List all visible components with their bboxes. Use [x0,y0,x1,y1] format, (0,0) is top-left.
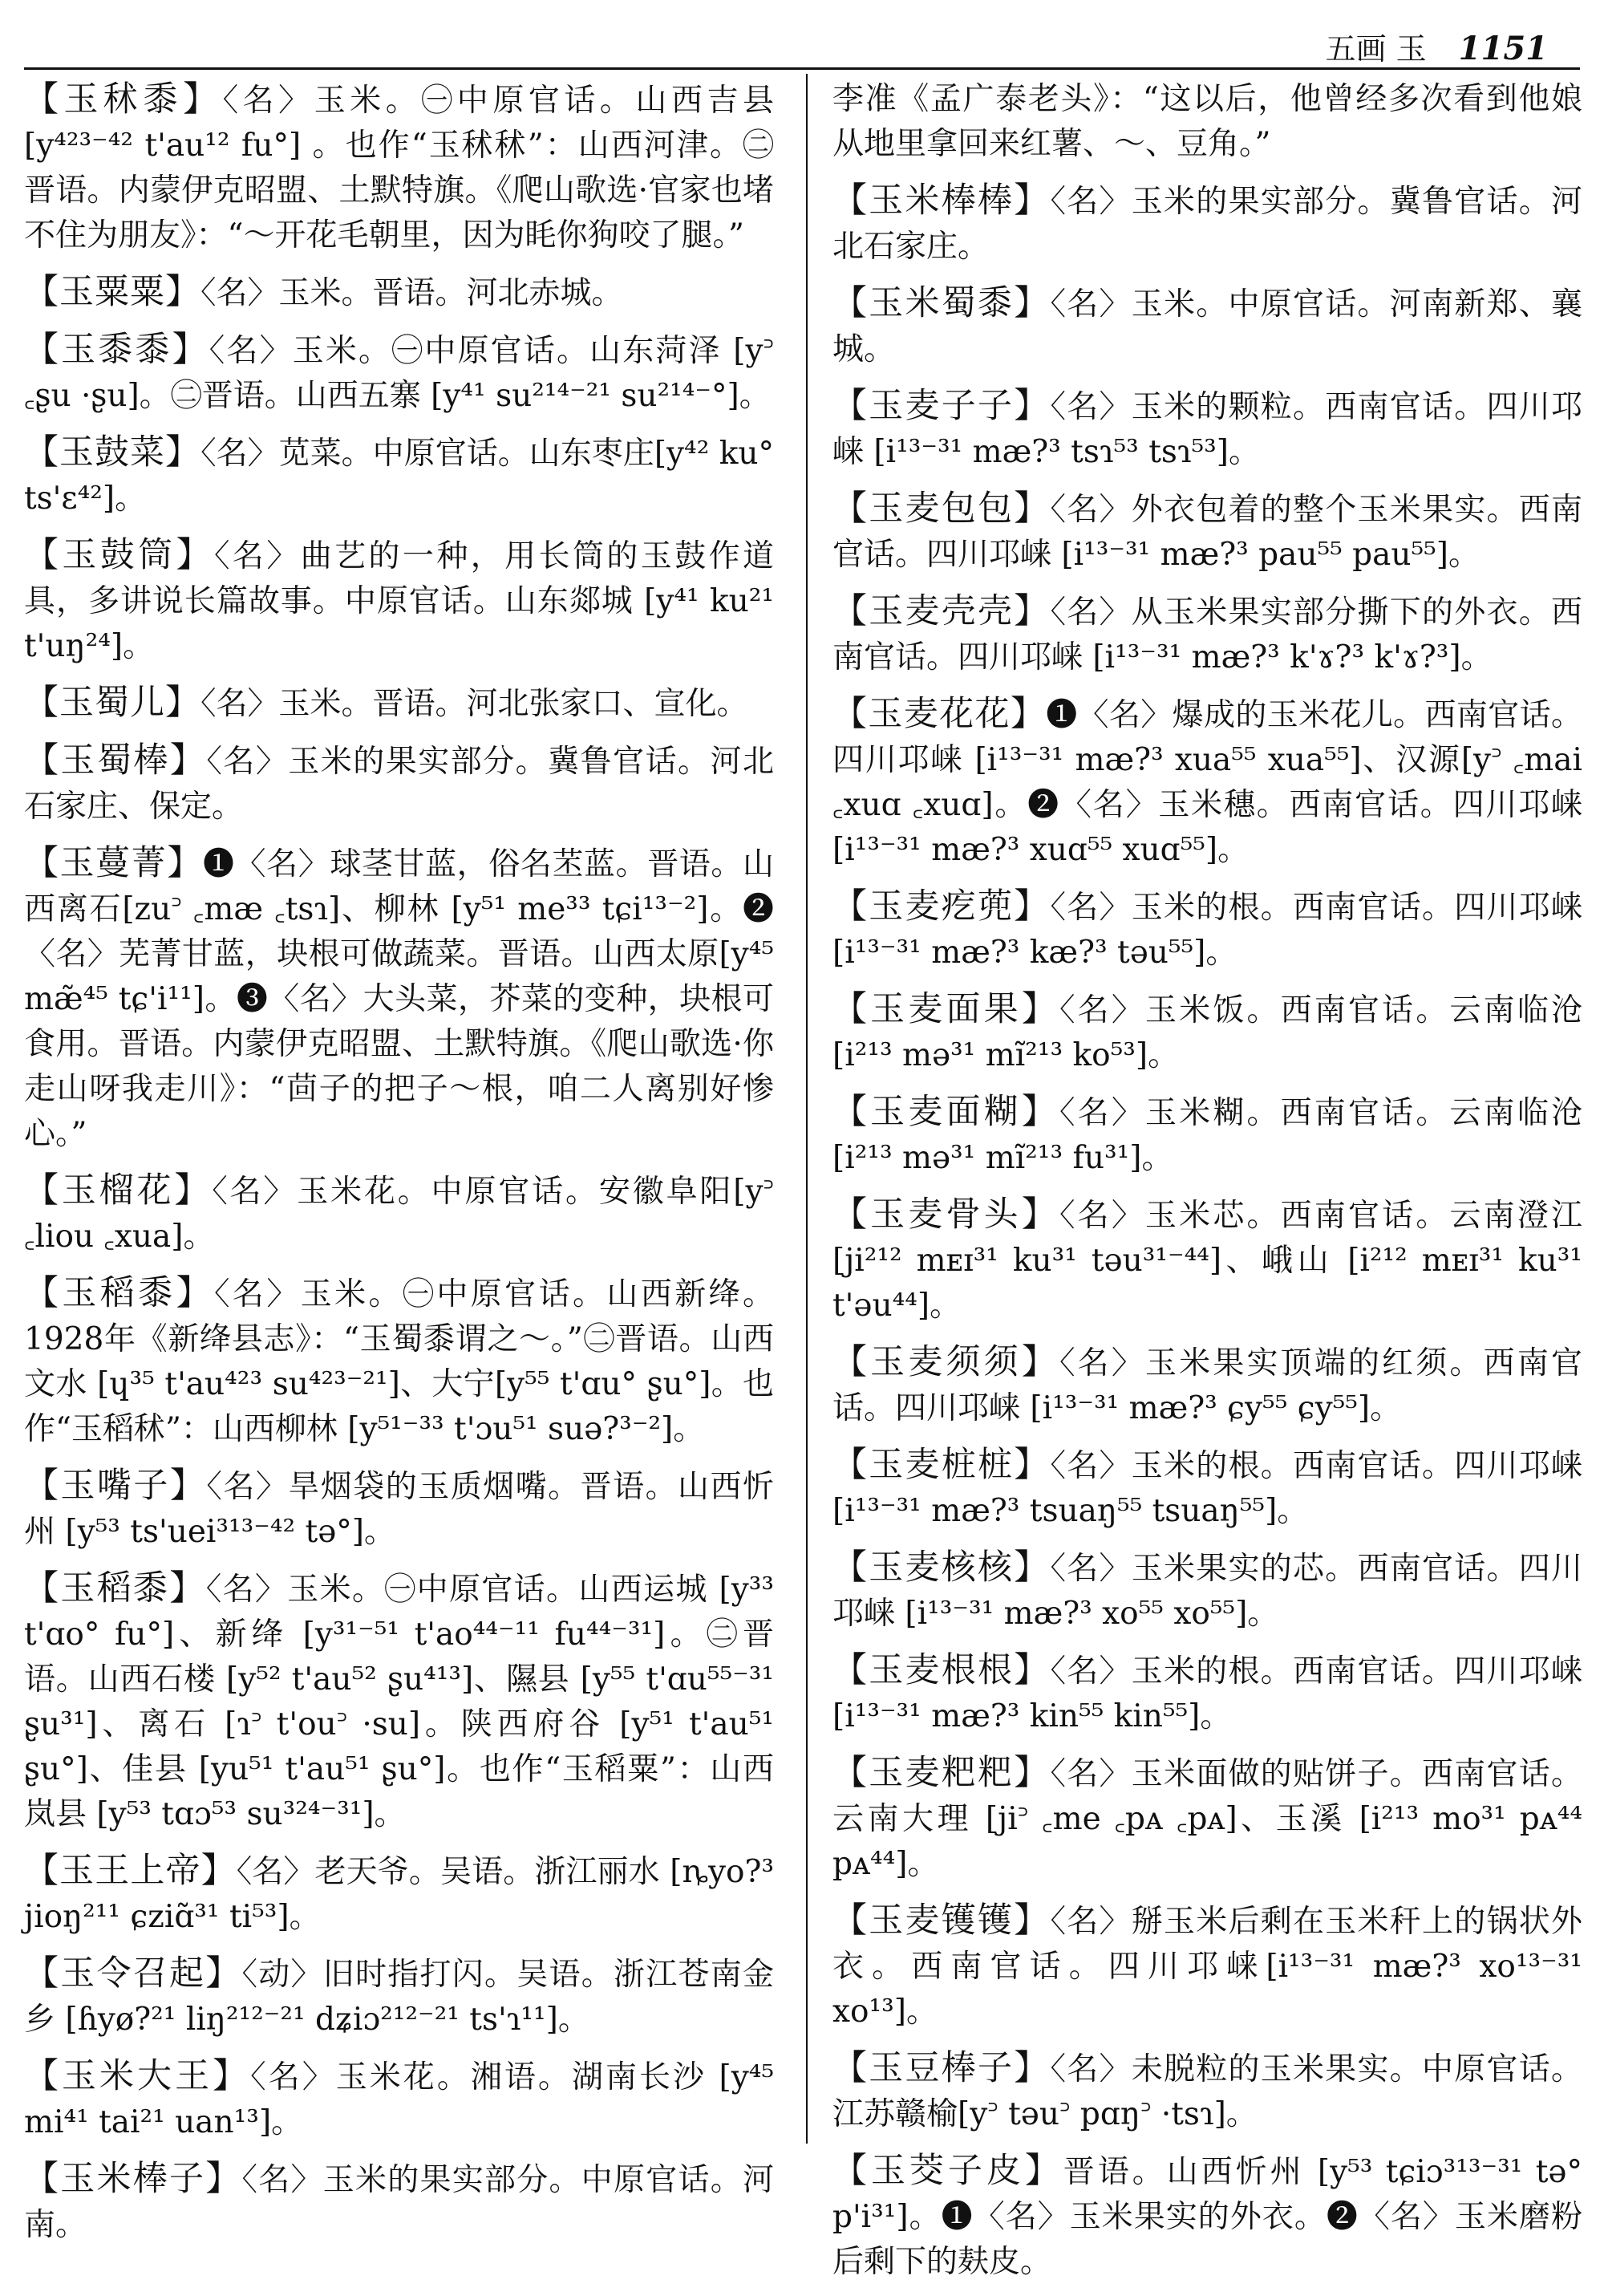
entry-definition: 〈名〉玉米的根。西南官话。四川邛崃 [i¹³⁻³¹ mæ?³ kin⁵⁵ kin⁵⁵]。 [832,1653,1582,1734]
dictionary-entry [832,987,1582,1078]
entry-headword: 【玉麦面果】 [832,989,1059,1029]
entry-headword: 【玉鼓筒】 [24,535,215,575]
dictionary-entry [24,270,774,316]
dictionary-entry [832,884,1582,976]
dictionary-entry [832,1545,1582,1637]
entry-headword: 【玉榴花】 [24,1170,213,1211]
entry-headword: 【玉稻黍】 [24,1273,215,1313]
entry-definition: 李准《孟广泰老头》：“这以后，他曾经多次看到他娘从地里拿回来红薯、～、豆角。” [832,81,1582,162]
page-number: 1151 [1458,30,1548,67]
entry-headword: 【玉麦面糊】 [832,1092,1059,1132]
entry-headword: 【玉麦粑粑】 [832,1753,1051,1793]
dictionary-entry [24,738,774,830]
header-rule [24,67,1580,70]
dictionary-entry [24,77,774,258]
column-divider [806,74,808,2144]
entry-definition: 〈名〉玉米的根。西南官话。四川邛崃 [i¹³⁻³¹ mæ?³ kæ?³ təu⁵⁵]。 [832,890,1582,971]
entry-headword: 【玉豆棒子】 [832,2048,1051,2088]
dictionary-entry [832,77,1582,167]
dictionary-entry [24,1951,774,2042]
entry-definition: 〈名〉玉米糊。西南官话。云南临沧[i²¹³ mə³¹ mĩ²¹³ fu³¹]。 [832,1095,1582,1176]
entry-definition: 〈名〉玉米。㊀中原官话。山东菏泽 [y꜄ ꜀ʂu ·ʂu]。㊁晋语。山西五寨 [y⁴¹ su²¹⁴⁻²¹ su²¹⁴⁻°]。 [24,333,775,414]
dictionary-entry [832,2148,1582,2285]
entry-headword: 【玉米蜀黍】 [832,283,1051,323]
dictionary-entry [832,1750,1582,1887]
entry-headword: 【玉麦须须】 [832,1342,1059,1382]
dictionary-entry [24,1271,774,1452]
entry-definition: 〈动〉旧时指打闪。吴语。浙江苍南金乡 [ɦyø?²¹ liŋ²¹²⁻²¹ dʑiɔ²¹²⁻²¹ ts'ɿ¹¹]。 [24,1957,774,2038]
entry-definition: 〈名〉玉米的果实部分。冀鲁官话。河北石家庄。 [832,184,1582,265]
entry-definition: 〈名〉玉米。㊀中原官话。山西运城 [y³³ t'ɑo° fu°]、新绛 [y³¹⁻⁵¹ t'ao⁴⁴⁻¹¹ fu⁴⁴⁻³¹]。㊁晋语。山西石楼 [y⁵² t'au⁵² ʂu⁴¹³]、隰县 [y⁵⁵ t'ɑu⁵⁵⁻³¹ ʂu³¹]、离石 [ɿ꜄ t'ou꜄ ·su]。陕西府谷 [y⁵¹ t'au⁵¹ ʂu°]、佳县 [yu⁵¹ t'au⁵¹ ʂu°]。也作“玉稻粟”：山西岚县 [y⁵³ tɑɔ⁵³ su³²⁴⁻³¹]。 [24,1572,775,1832]
entry-headword: 【玉麦花花】 [832,694,1047,734]
entry-headword: 【玉鼓菜】 [24,432,201,473]
section-title: 五画 玉 [1325,31,1427,67]
entry-headword: 【玉麦桩桩】 [832,1445,1051,1485]
dictionary-entry [832,692,1582,873]
entry-definition: 〈名〉玉米的颗粒。西南官话。四川邛崃 [i¹³⁻³¹ mæ?³ tsɿ⁵³ tsɿ⁵³]。 [832,389,1582,470]
entry-headword: 【玉麦疙蔸】 [832,886,1051,927]
entry-headword: 【玉米大王】 [24,2056,251,2096]
entry-definition: 〈名〉玉米花。中原官话。安徽阜阳[y꜄ ꜀liou ꜀xua]。 [24,1174,775,1255]
entry-definition: 〈名〉玉米的果实部分。冀鲁官话。河北石家庄、保定。 [24,744,774,825]
dictionary-entry [24,2054,774,2145]
dictionary-entry [24,1566,774,1837]
entry-definition: 〈名〉老天爷。吴语。浙江丽水 [ȵyo?³ jioŋ²¹¹ ɕziɑ̃³¹ ti⁵³]。 [24,1854,774,1935]
entry-definition: 〈名〉玉米果实的芯。西南官话。四川邛崃 [i¹³⁻³¹ mæ?³ xo⁵⁵ xo⁵⁵]。 [832,1551,1582,1632]
entry-headword: 【玉麦镬镬】 [832,1900,1051,1941]
dictionary-entry [24,1463,774,1555]
entry-definition: 〈名〉玉米果实顶端的红须。西南官话。四川邛崃 [i¹³⁻³¹ mæ?³ ɕy⁵⁵ ɕy⁵⁵]。 [832,1345,1582,1426]
dictionary-entry [24,841,774,1157]
entry-definition: 〈名〉玉米花。湘语。湖南长沙 [y⁴⁵ mi⁴¹ tai²¹ uan¹³]。 [24,2059,774,2140]
entry-definition: 〈名〉玉米饭。西南官话。云南临沧[i²¹³ mə³¹ mĩ²¹³ ko⁵³]。 [832,992,1582,1073]
entry-headword: 【玉嘴子】 [24,1466,207,1506]
entry-definition: 〈名〉玉米。晋语。河北赤城。 [200,275,623,311]
dictionary-entry [832,2046,1582,2137]
entry-headword: 【玉麦根根】 [832,1650,1051,1690]
dictionary-entry [832,1192,1582,1329]
entry-headword: 【玉麦壳壳】 [832,591,1051,631]
dictionary-entry [832,1442,1582,1534]
dictionary-entry [832,1898,1582,2034]
dictionary-entry [832,1340,1582,1431]
entry-headword: 【玉米棒棒】 [832,181,1051,221]
dictionary-entry [24,680,774,727]
dictionary-entry [832,1648,1582,1739]
dictionary-entry [832,281,1582,372]
entry-definition: ❶〈名〉爆成的玉米花儿。西南官话。四川邛崃 [i¹³⁻³¹ mæ?³ xua⁵⁵ xua⁵⁵]、汉源[y꜄ ꜀mai ꜀xuɑ ꜀xuɑ]。❷〈名〉玉米穗。西南官话。四川邛崃 [i¹³⁻³¹ mæ?³ xuɑ⁵⁵ xuɑ⁵⁵]。 [832,697,1582,868]
dictionary-entry [24,327,774,419]
entry-headword: 【玉蜀儿】 [24,683,200,723]
entry-definition: 〈名〉从玉米果实部分撕下的外衣。西南官话。四川邛崃 [i¹³⁻³¹ mæ?³ k'ɤ?³ k'ɤ?³]。 [832,594,1582,675]
entry-headword: 【玉粟粟】 [24,272,200,312]
entry-headword: 【玉稻黍】 [24,1568,206,1608]
entry-definition: 〈名〉玉米。中原官话。河南新郑、襄城。 [832,286,1582,367]
entry-headword: 【玉麦骨头】 [832,1195,1059,1235]
left-column [24,77,774,2259]
entry-definition: 〈名〉苋菜。中原官话。山东枣庄[y⁴² ku° ts'ɛ⁴²]。 [24,436,774,517]
dictionary-entry [24,2156,774,2248]
entry-headword: 【玉蔓菁】 [24,843,203,883]
entry-definition: 晋语。山西忻州 [y⁵³ tɕiɔ³¹³⁻³¹ tə° p'i³¹]。❶〈名〉玉米果实的外衣。❷〈名〉玉米磨粉后剩下的麸皮。 [832,2154,1582,2280]
entry-headword: 【玉麦子子】 [832,386,1051,426]
dictionary-entry [832,383,1582,475]
entry-headword: 【玉令召起】 [24,1953,242,1994]
entry-definition: 〈名〉未脱粒的玉米果实。中原官话。江苏赣榆[y꜄ təu꜄ pɑŋ꜄ ·tsɿ]。 [832,2051,1582,2132]
entry-headword: 【玉秫黍】 [24,79,223,120]
entry-definition: ❶〈名〉球茎甘蓝，俗名苤蓝。晋语。山西离石[zu꜄ ꜀mæ ꜀tsɿ]、柳林 [y⁵¹ me³³ tɕi¹³⁻²]。❷〈名〉芜菁甘蓝，块根可做蔬菜。晋语。山西太原[y⁴⁵ mæ̃⁴⁵ tɕ'i¹¹]。❸〈名〉大头菜，芥菜的变种，块根可食用。晋语。内蒙伊克昭盟、土默特旗。《爬山歌选·你走山呀我走川》：“茴子的把子～根，咱二人离别好惨心。” [24,846,774,1152]
entry-definition: 〈名〉玉米。晋语。河北张家口、宣化。 [200,686,748,722]
entry-definition: 〈名〉玉米的果实部分。中原官话。河南。 [24,2162,774,2243]
entry-definition: 〈名〉玉米芯。西南官话。云南澄江 [ji²¹² mᴇɪ³¹ ku³¹ təu³¹⁻⁴⁴]、峨山 [i²¹² mᴇɪ³¹ ku³¹ t'əu⁴⁴]。 [832,1198,1582,1324]
entry-headword: 【玉麦核核】 [832,1548,1051,1588]
entry-definition: 〈名〉掰玉米后剩在玉米秆上的锅状外衣。西南官话。四川邛崃[i¹³⁻³¹ mæ?³ xo¹³⁻³¹ xo¹³]。 [832,1904,1582,2030]
dictionary-entry [832,486,1582,578]
dictionary-entry [832,589,1582,680]
dictionary-entry [24,430,774,521]
entry-definition: 〈名〉玉米。㊀中原官话。山西新绛。1928年《新绛县志》：“玉蜀黍谓之～。”㊁晋语。山西文水 [ɥ³⁵ t'au⁴²³ su⁴²³⁻²¹]、大宁[y⁵⁵ t'ɑu° ʂu°]。也作“玉稻秫”：山西柳林 [y⁵¹⁻³³ t'ɔu⁵¹ suə?³⁻²]。 [24,1276,774,1447]
entry-definition: 〈名〉玉米。㊀中原官话。山西吉县 [y⁴²³⁻⁴² t'au¹² fu°] 。也作“玉秫秫”：山西河津。㊁晋语。内蒙伊克昭盟、土默特旗。《爬山歌选·官家也堵不住为朋友》：“～开花毛朝里，因为眊你狗咬了腿。” [24,83,774,254]
entry-definition: 〈名〉曲艺的一种，用长筒的玉鼓作道具，多讲说长篇故事。中原官话。山东郯城 [y⁴¹ ku²¹ t'uŋ²⁴]。 [24,538,774,664]
entry-headword: 【玉王上帝】 [24,1851,237,1891]
dictionary-entry [24,1848,774,1940]
dictionary-entry [24,533,774,669]
entry-headword: 【玉茭子皮】 [832,2151,1063,2191]
entry-headword: 【玉米棒子】 [24,2159,242,2199]
entry-definition: 〈名〉玉米的根。西南官话。四川邛崃 [i¹³⁻³¹ mæ?³ tsuaŋ⁵⁵ tsuaŋ⁵⁵]。 [832,1448,1582,1529]
dictionary-entry [832,178,1582,270]
entry-headword: 【玉蜀棒】 [24,740,207,781]
entry-definition: 〈名〉玉米面做的贴饼子。西南官话。云南大理 [ji꜄ ꜀me ꜀pᴀ ꜀pᴀ]、玉溪 [i²¹³ mo³¹ pᴀ⁴⁴ pᴀ⁴⁴]。 [832,1756,1582,1882]
dictionary-entry [832,1089,1582,1181]
dictionary-entry [24,1168,774,1260]
page-header [1326,24,1548,68]
entry-headword: 【玉麦包包】 [832,489,1051,529]
entry-definition: 〈名〉旱烟袋的玉质烟嘴。晋语。山西忻州 [y⁵³ ts'uei³¹³⁻⁴² tə°]。 [24,1469,774,1550]
entry-definition: 〈名〉外衣包着的整个玉米果实。西南官话。四川邛崃 [i¹³⁻³¹ mæ?³ pau⁵⁵ pau⁵⁵]。 [832,492,1582,573]
right-column [832,77,1582,2296]
entry-headword: 【玉黍黍】 [24,330,209,370]
